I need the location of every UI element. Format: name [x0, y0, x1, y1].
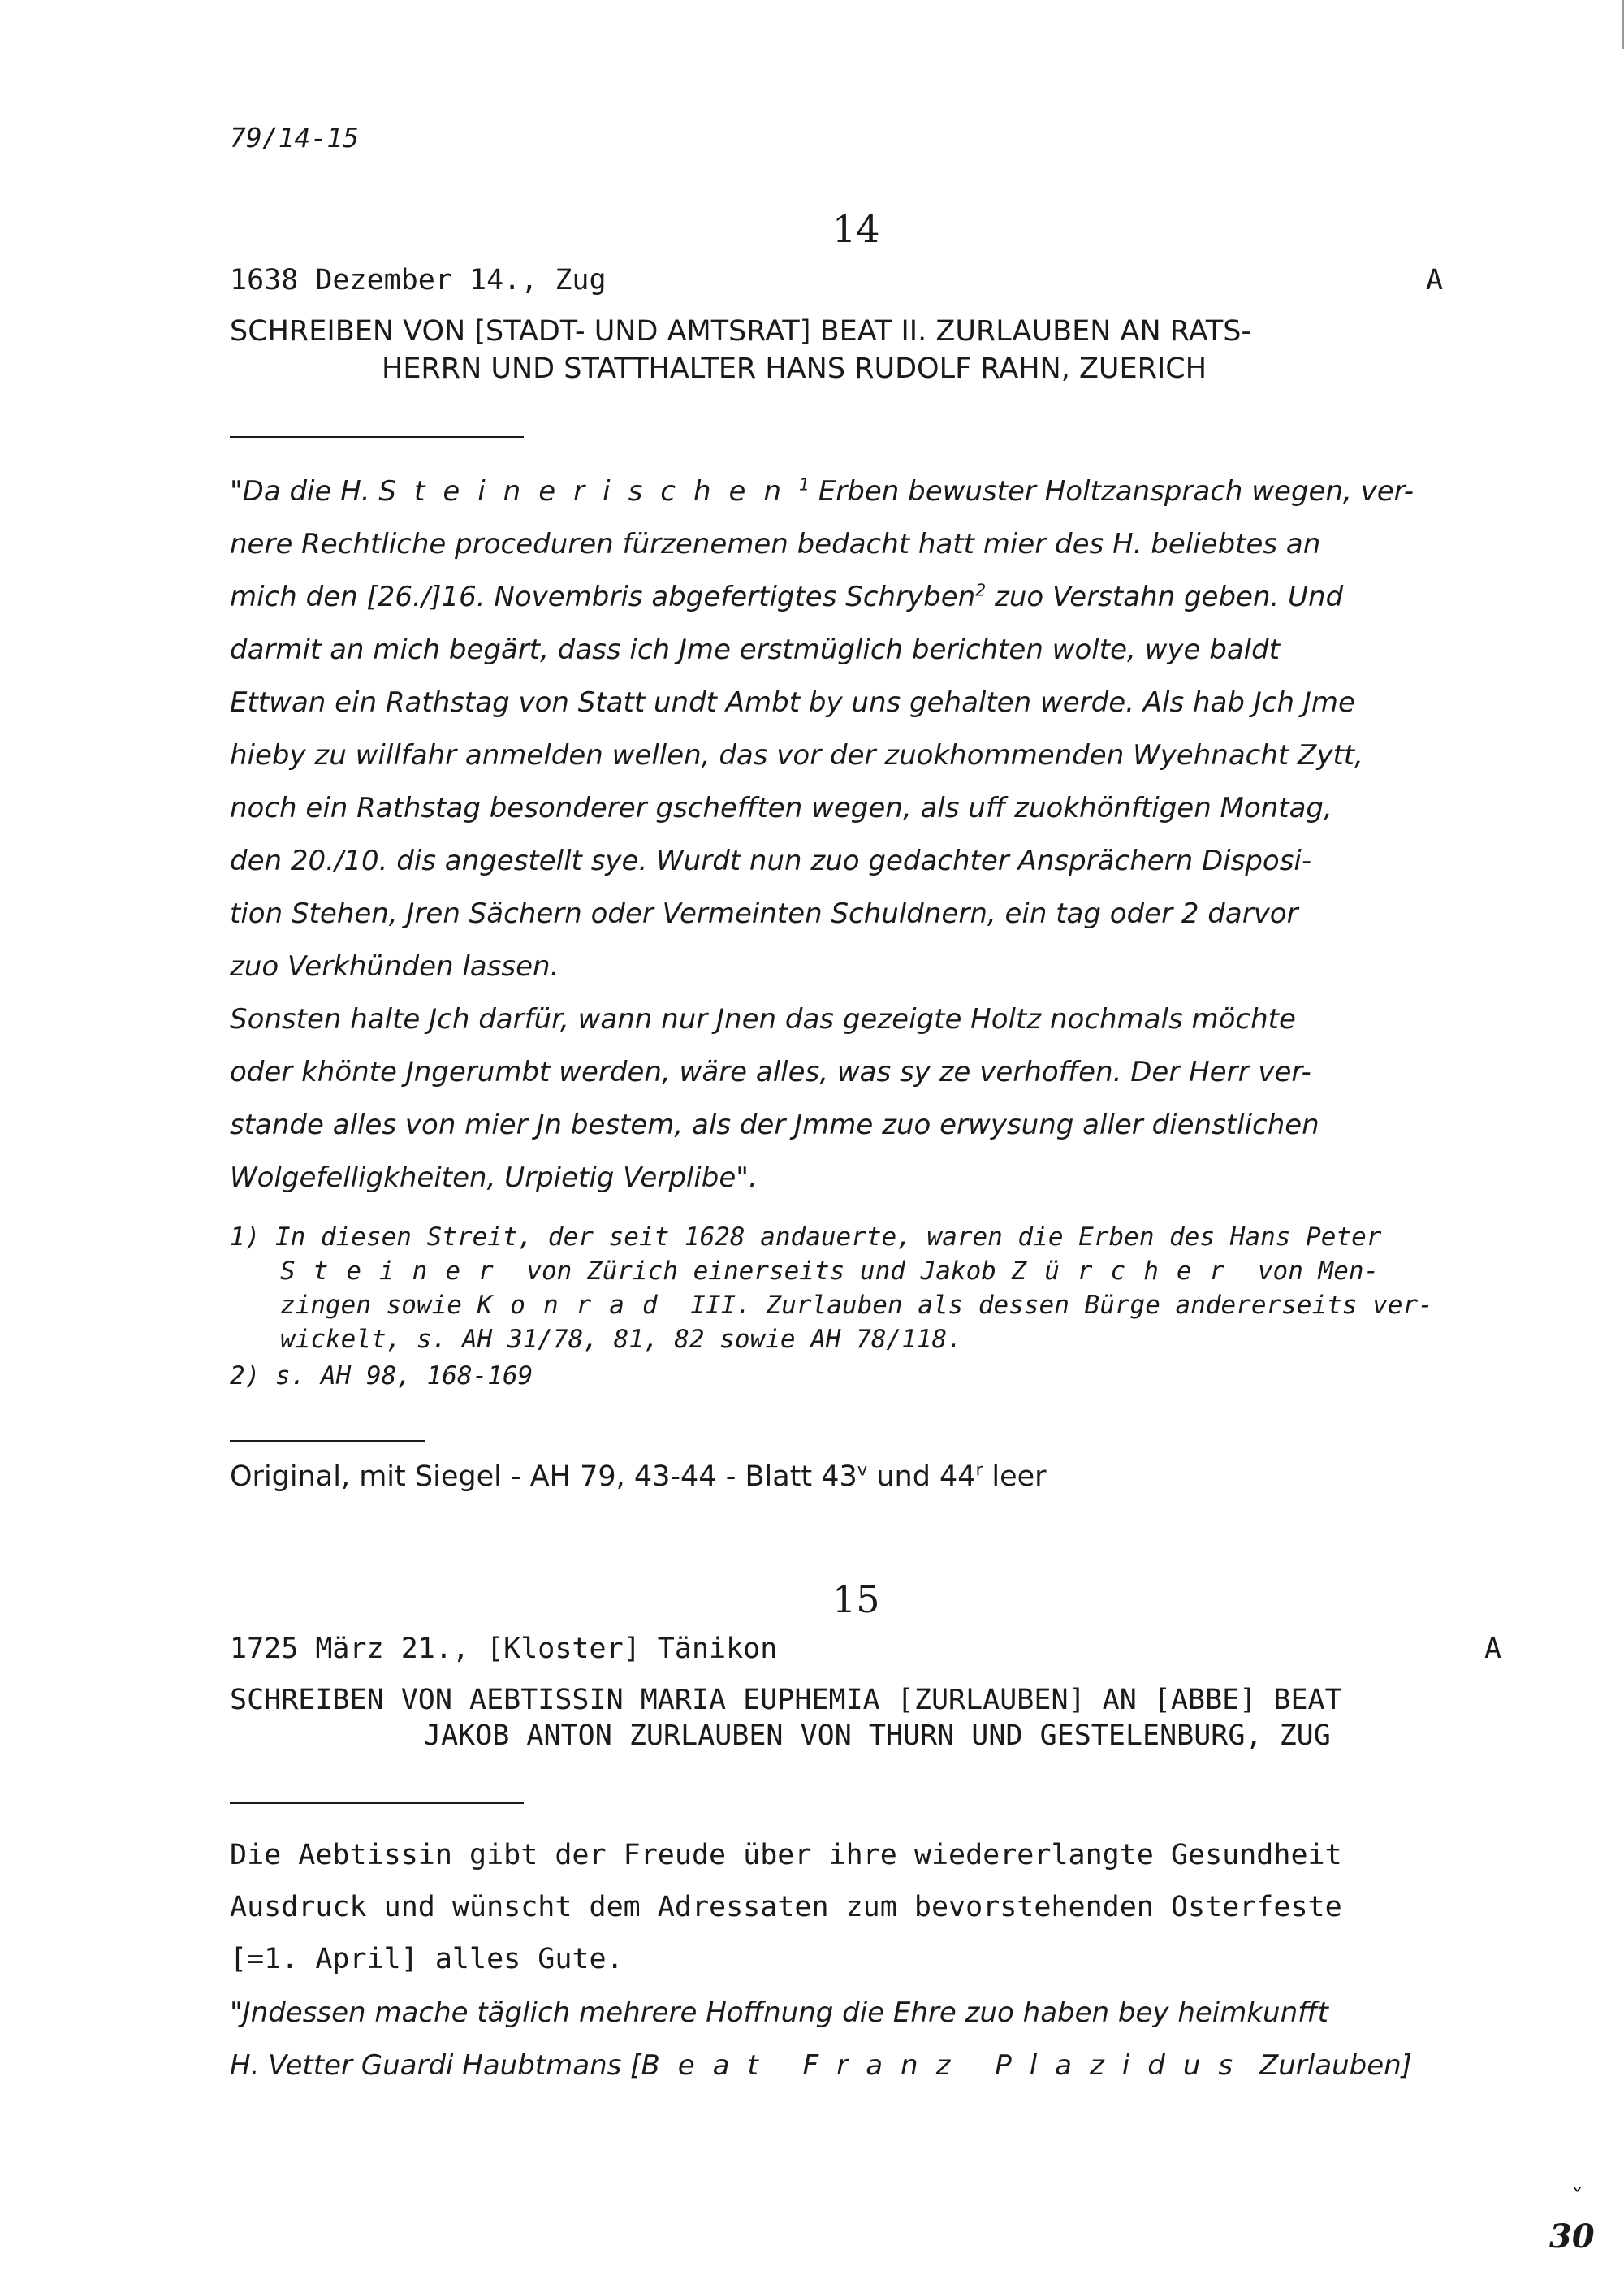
quote-text: Zurlauben]	[1250, 2049, 1412, 2082]
doc14-body-line: hieby zu willfahr anmelden wellen, das vor der zuokhommenden Wyehnacht Zytt,	[230, 739, 1363, 772]
footnote-text: III. Zurlauben als dessen Bürge andererseits ver-	[675, 1291, 1433, 1320]
footnote-2: 2) s. AH 98, 168-169	[230, 1361, 533, 1391]
doc14-source-line	[230, 1460, 1047, 1493]
doc15-summary-line: Ausdruck und wünscht dem Adressaten zum bevorstehenden Osterfeste	[230, 1891, 1342, 1923]
spaced-name: Zürcher	[1011, 1257, 1243, 1286]
handwritten-page-number: 30	[1549, 2217, 1595, 2256]
doc15-summary-line: Die Aebtissin gibt der Freude über ihre wiedererlangte Gesundheit	[230, 1839, 1342, 1871]
footnote-1: 1) In diesen Streit, der seit 1628 andauerte, waren die Erben des Hans Peter	[230, 1222, 1382, 1252]
doc14-body-text: Erben bewuster Holtzansprach wegen, ver-	[809, 475, 1415, 508]
spaced-name: Beat Franz Plazidus	[641, 2049, 1251, 2082]
doc15-separator	[230, 1802, 524, 1804]
quote-text: H. Vetter Guardi Haubtmans [	[230, 2049, 641, 2082]
source-text: und 44	[867, 1460, 976, 1493]
doc14-title-line2: HERRN UND STATTHALTER HANS RUDOLF RAHN, ZUERICH	[382, 353, 1207, 385]
doc15-number: 15	[832, 1577, 880, 1621]
doc14-date-place: 1638 Dezember 14., Zug	[230, 264, 607, 296]
doc14-body-text: zuo Verstahn geben. Und	[986, 581, 1344, 613]
source-sup: r	[975, 1460, 983, 1480]
doc14-title-line1: SCHREIBEN VON [STADT- UND AMTSRAT] BEAT II. ZURLAUBEN AN RATS-	[230, 315, 1252, 348]
doc15-title-line1: SCHREIBEN VON AEBTISSIN MARIA EUPHEMIA [ZURLAUBEN] AN [ABBE] BEAT	[230, 1684, 1342, 1716]
doc15-letter: A	[1484, 1633, 1502, 1665]
doc14-body-text: "Da die H.	[230, 475, 379, 508]
spaced-name: Steiner	[280, 1257, 512, 1286]
page-tick-mark: ˇ	[1571, 2185, 1583, 2213]
source-text: leer	[983, 1460, 1047, 1493]
doc14-body-line: den 20./10. dis angestellt sye. Wurdt nun zuo gedachter Ansprächern Disposi-	[230, 845, 1312, 877]
doc14-letter: A	[1426, 264, 1444, 296]
doc15-quote-line: "Jndessen mache täglich mehrere Hoffnung die Ehre zuo haben bey heimkunfft	[230, 1996, 1329, 2029]
spaced-name: Konrad	[477, 1291, 676, 1320]
footnote-text: zingen sowie	[280, 1291, 477, 1320]
doc14-body-text: mich den [26./]16. Novembris abgefertigtes Schryben	[230, 581, 976, 613]
doc14-spaced-name: Steinerischen	[378, 475, 799, 508]
footnote-1-line	[280, 1291, 1433, 1320]
doc14-body-line: Ettwan ein Rathstag von Statt undt Ambt by uns gehalten werde. Als hab Jch Jme	[230, 686, 1355, 719]
footnote-ref-1: 1	[799, 474, 810, 495]
doc15-date-place: 1725 März 21., [Kloster] Tänikon	[230, 1633, 778, 1665]
doc14-number: 14	[832, 207, 880, 251]
doc14-body-line: noch ein Rathstag besonderer gschefften wegen, als uff zuokhönftigen Montag,	[230, 792, 1332, 824]
doc14-body-line: darmit an mich begärt, dass ich Jme erstmüglich berichten wolte, wye baldt	[230, 634, 1281, 666]
doc14-body-line: zuo Verkhünden lassen.	[230, 950, 559, 983]
doc14-separator	[230, 436, 524, 438]
doc15-title-line2: JAKOB ANTON ZURLAUBEN VON THURN UND GESTELENBURG, ZUG	[424, 1719, 1331, 1752]
footnote-1-line	[280, 1257, 1379, 1286]
doc14-body-line	[230, 475, 1414, 508]
doc15-summary-line: [=1. April] alles Gute.	[230, 1943, 624, 1975]
doc14-body-line: nere Rechtliche proceduren fürzenemen bedacht hatt mier des H. beliebtes an	[230, 528, 1321, 560]
source-text: Original, mit Siegel - AH 79, 43-44 - Blatt 43	[230, 1460, 857, 1493]
footnote-1-line: wickelt, s. AH 31/78, 81, 82 sowie AH 78/118.	[280, 1325, 962, 1354]
doc14-body-line: Wolgefelligkheiten, Urpietig Verplibe".	[230, 1161, 758, 1194]
source-sup: v	[857, 1460, 868, 1480]
reference-number: 79/14-15	[230, 122, 359, 154]
footnote-text: von Men-	[1242, 1257, 1380, 1286]
footnote-ref-2: 2	[975, 580, 987, 600]
doc15-quote-line	[230, 2049, 1412, 2082]
doc14-body-line	[230, 581, 1343, 613]
source-separator	[230, 1440, 425, 1442]
doc14-body-line: Sonsten halte Jch darfür, wann nur Jnen das gezeigte Holtz nochmals möchte	[230, 1003, 1296, 1036]
doc14-body-line: stande alles von mier Jn bestem, als der Jmme zuo erwysung aller dienstlichen	[230, 1109, 1320, 1141]
footnote-text: von Zürich einerseits und Jakob	[511, 1257, 1012, 1286]
doc14-body-line: tion Stehen, Jren Sächern oder Vermeinten Schuldnern, ein tag oder 2 darvor	[230, 898, 1298, 930]
doc14-body-line: oder khönte Jngerumbt werden, wäre alles, was sy ze verhoffen. Der Herr ver-	[230, 1056, 1311, 1088]
